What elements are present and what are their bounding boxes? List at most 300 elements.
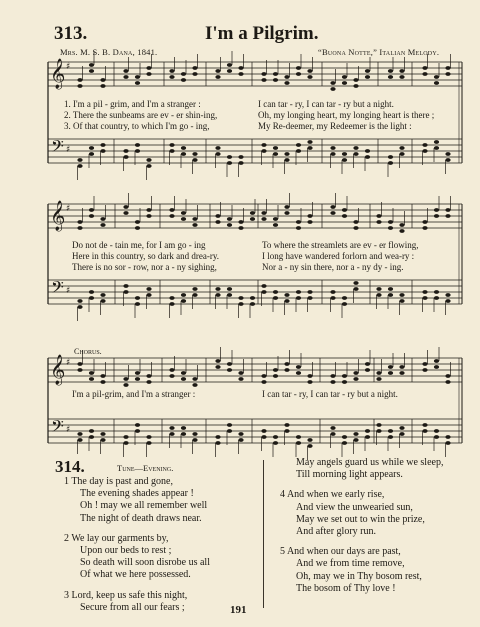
system-1-bass-note bbox=[238, 161, 243, 165]
system-3-alto-note bbox=[215, 365, 220, 369]
hymn-313-number: 313. bbox=[54, 23, 88, 44]
system-3-bass-note bbox=[365, 435, 370, 439]
system-2-bass-note bbox=[123, 290, 128, 294]
system-3-treble-note bbox=[307, 374, 312, 378]
hymn-313-title: I'm a Pilgrim. bbox=[205, 23, 319, 44]
verse-line: Oh, may we in Thy bosom rest, bbox=[296, 570, 422, 582]
verse-line: The evening shades appear ! bbox=[80, 488, 194, 500]
system-1-treble-note bbox=[399, 69, 404, 73]
system-3-bass-note bbox=[399, 432, 404, 436]
system-2-bass-note bbox=[146, 287, 151, 291]
system-1-alto-note bbox=[388, 75, 393, 79]
system-3-alto-note bbox=[284, 368, 289, 372]
system-3-bass-note bbox=[238, 438, 243, 442]
system-1-bass-note bbox=[422, 143, 427, 147]
system-1-bass-note bbox=[399, 152, 404, 156]
system-2-treble-note bbox=[296, 220, 301, 224]
system-1-treble-note bbox=[434, 75, 439, 79]
system-3-bass-note bbox=[169, 432, 174, 436]
system-2-alto-note bbox=[192, 223, 197, 227]
system-1-bass-note bbox=[342, 152, 347, 156]
system-1-alto-note bbox=[123, 75, 128, 79]
system-3-treble-note bbox=[365, 362, 370, 366]
system-3-bass-note bbox=[376, 423, 381, 427]
system-1-bass-note bbox=[181, 152, 186, 156]
system-2-treble-note bbox=[135, 220, 140, 224]
system-1-bass-note bbox=[261, 143, 266, 147]
system-1-treble-note bbox=[146, 66, 151, 70]
system-3-alto-note bbox=[353, 377, 358, 381]
system-3-treble-note bbox=[89, 371, 94, 375]
system-3-bass-note bbox=[307, 438, 312, 442]
verse-line: The bosom of Thy love ! bbox=[296, 582, 396, 594]
system-3-alto-note bbox=[365, 368, 370, 372]
system-2-alto-note bbox=[376, 220, 381, 224]
system-2-bass-note bbox=[399, 293, 404, 297]
system-3-bass-note bbox=[284, 429, 289, 433]
system-1-alto-note bbox=[434, 81, 439, 85]
verse-line: 3 Lord, keep us safe this night, bbox=[64, 589, 188, 601]
system-3-treble-clef-icon: 𝄞 bbox=[50, 355, 66, 385]
system-2-alto-note bbox=[215, 220, 220, 224]
system-3-bass-note bbox=[181, 432, 186, 436]
system-3-treble-note bbox=[192, 377, 197, 381]
lyric-2-right: Oh, my longing heart, my longing heart is there ; bbox=[258, 110, 435, 120]
system-1-key-sharp-icon: ♯ bbox=[66, 145, 71, 155]
system-2-alto-note bbox=[89, 214, 94, 218]
system-1-alto-note bbox=[284, 81, 289, 85]
verse-line: 1 The day is past and gone, bbox=[64, 476, 173, 487]
lyric-3-left: 3. Of that country, to which I'm go - ing, bbox=[64, 121, 210, 131]
system-2-key-sharp-icon: ♯ bbox=[66, 204, 71, 214]
verse-1 bbox=[64, 476, 210, 525]
system-3-alto-note bbox=[342, 380, 347, 384]
system-2-treble-note bbox=[169, 208, 174, 212]
system-2-treble-clef-icon: 𝄞 bbox=[50, 201, 66, 231]
system-3-alto-note bbox=[307, 380, 312, 384]
system-1-bass-note bbox=[77, 158, 82, 162]
system-2-bass-note bbox=[434, 296, 439, 300]
verse-3 bbox=[64, 590, 210, 614]
system-3-bass-note bbox=[273, 441, 278, 445]
system-1-bass-note bbox=[388, 161, 393, 165]
system-1-alto-note bbox=[399, 75, 404, 79]
system-2-treble-note bbox=[342, 208, 347, 212]
system-2-treble-note bbox=[192, 217, 197, 221]
system-3-bass-note bbox=[227, 423, 232, 427]
system-2-bass-note bbox=[445, 293, 450, 297]
system-1-bass-note bbox=[135, 149, 140, 153]
system-1-bass-note bbox=[215, 152, 220, 156]
system-1-treble-note bbox=[123, 69, 128, 73]
system-2-bass-note bbox=[77, 305, 82, 309]
system-1-alto-note bbox=[146, 72, 151, 76]
system-1-bass-note bbox=[365, 155, 370, 159]
system-3-alto-note bbox=[273, 374, 278, 378]
system-1-treble-note bbox=[342, 75, 347, 79]
system-2-treble-note bbox=[422, 220, 427, 224]
system-3-alto-note bbox=[100, 380, 105, 384]
system-3-bass-note bbox=[365, 429, 370, 433]
system-2-treble-note bbox=[353, 220, 358, 224]
system-1-bass-note bbox=[273, 152, 278, 156]
verse-line: So death will soon disrobe us all bbox=[80, 557, 210, 569]
system-2-alto-note bbox=[422, 226, 427, 230]
system-2-bass-note bbox=[77, 299, 82, 303]
system-3-bass-note bbox=[135, 429, 140, 433]
system-1-bass-clef-icon: 𝄢 bbox=[51, 136, 64, 160]
system-3-treble-note bbox=[284, 362, 289, 366]
system-1-treble-note bbox=[238, 66, 243, 70]
system-1-bass-note bbox=[77, 164, 82, 168]
system-1-bass-note bbox=[365, 149, 370, 153]
system-2-bass-note bbox=[284, 293, 289, 297]
system-2-bass-note bbox=[250, 302, 255, 306]
verses-right-column bbox=[280, 457, 443, 595]
page-number: 191 bbox=[230, 604, 247, 616]
system-2-treble-note bbox=[227, 217, 232, 221]
system-2-alto-note bbox=[434, 214, 439, 218]
system-2-bass-note bbox=[261, 284, 266, 288]
system-3-alto-note bbox=[123, 383, 128, 387]
system-1-treble-note bbox=[273, 72, 278, 76]
system-2-alto-note bbox=[250, 217, 255, 221]
system-2-bass-note bbox=[169, 302, 174, 306]
system-2-bass-note bbox=[388, 287, 393, 291]
system-3-bass-note bbox=[399, 426, 404, 430]
system-2-alto-note bbox=[388, 226, 393, 230]
system-3-bass-note bbox=[135, 423, 140, 427]
system-1-bass-note bbox=[238, 155, 243, 159]
verse-4 bbox=[280, 489, 443, 538]
system-3-bass-note bbox=[296, 435, 301, 439]
system-2-bass-note bbox=[422, 290, 427, 294]
verse-line: Upon our beds to rest ; bbox=[80, 545, 172, 557]
lyric-1-right: I can tar - ry, I can tar - ry but a night. bbox=[258, 99, 394, 109]
system-1-treble-note bbox=[307, 69, 312, 73]
system-2-bass-note bbox=[100, 293, 105, 297]
system-1-treble-note bbox=[89, 63, 94, 67]
system-1-bass-note bbox=[445, 158, 450, 162]
system-3-alto-note bbox=[399, 371, 404, 375]
system-1-bass-note bbox=[135, 143, 140, 147]
system-2-treble-note bbox=[330, 205, 335, 209]
lyric-5-left: Here in this country, so dark and drea-ry. bbox=[72, 251, 220, 261]
lyric-chorus-right: I can tar - ry, I can tar - ry but a night. bbox=[262, 389, 398, 399]
verses-left-column bbox=[64, 476, 210, 614]
system-3-treble-note bbox=[227, 362, 232, 366]
system-2-bass-note bbox=[89, 296, 94, 300]
system-1-bass-note bbox=[261, 149, 266, 153]
system-2-alto-note bbox=[77, 226, 82, 230]
system-1-treble-note bbox=[181, 72, 186, 76]
system-3-bass-note bbox=[89, 435, 94, 439]
system-2-key-sharp-icon: ♯ bbox=[66, 286, 71, 296]
system-1-alto-note bbox=[445, 72, 450, 76]
system-1-treble-note bbox=[77, 78, 82, 82]
system-3-alto-note bbox=[146, 380, 151, 384]
system-2-treble-note bbox=[388, 220, 393, 224]
system-1-bass-note bbox=[388, 155, 393, 159]
system-1-bass-note bbox=[227, 161, 232, 165]
system-2-bass-note bbox=[284, 299, 289, 303]
system-2-bass-note bbox=[215, 293, 220, 297]
system-3-treble-note bbox=[388, 365, 393, 369]
system-2-alto-note bbox=[284, 211, 289, 215]
system-1-bass-note bbox=[445, 152, 450, 156]
system-3-treble-note bbox=[100, 374, 105, 378]
system-2-treble-note bbox=[261, 211, 266, 215]
system-3-treble-note bbox=[146, 374, 151, 378]
system-1-treble-clef-icon: 𝄞 bbox=[50, 59, 66, 89]
system-1-treble-note bbox=[296, 66, 301, 70]
system-2-treble-note bbox=[146, 208, 151, 212]
system-2-treble-note bbox=[445, 208, 450, 212]
verse-line: And view the unwearied sun, bbox=[296, 501, 413, 513]
system-1-bass-note bbox=[215, 146, 220, 150]
system-1-treble-note bbox=[365, 69, 370, 73]
system-3-alto-note bbox=[238, 377, 243, 381]
system-3-bass-note bbox=[77, 432, 82, 436]
verse-line: 4 And when we early rise, bbox=[280, 489, 385, 501]
system-3-bass-note bbox=[422, 429, 427, 433]
system-1-bass-note bbox=[89, 146, 94, 150]
system-2-alto-note bbox=[227, 223, 232, 227]
system-1-bass-note bbox=[422, 149, 427, 153]
system-3-bass-note bbox=[284, 423, 289, 427]
system-1-bass-note bbox=[227, 155, 232, 159]
system-3-bass-note bbox=[261, 435, 266, 439]
system-3-treble-note bbox=[135, 371, 140, 375]
system-2-bass-note bbox=[169, 296, 174, 300]
system-2-bass-note bbox=[238, 302, 243, 306]
verse-line: Of what we here possessed. bbox=[80, 569, 191, 581]
system-3-treble-note bbox=[434, 359, 439, 363]
system-3-alto-note bbox=[296, 371, 301, 375]
system-1-treble-note bbox=[422, 66, 427, 70]
system-3-alto-note bbox=[77, 368, 82, 372]
system-2-alto-note bbox=[307, 220, 312, 224]
system-3-alto-note bbox=[89, 377, 94, 381]
system-3-treble-note bbox=[273, 368, 278, 372]
system-2-treble-note bbox=[434, 208, 439, 212]
verse-3-continued bbox=[280, 457, 443, 481]
system-3-bass-note bbox=[296, 441, 301, 445]
system-3-alto-note bbox=[376, 377, 381, 381]
verse-line: May we set out to win the prize, bbox=[296, 513, 425, 525]
system-3-bass-note bbox=[434, 435, 439, 439]
system-1-alto-note bbox=[422, 72, 427, 76]
system-2-bass-note bbox=[307, 290, 312, 294]
system-1-alto-note bbox=[261, 78, 266, 82]
system-2-bass-note bbox=[353, 287, 358, 291]
system-1-bass-note bbox=[169, 149, 174, 153]
system-1-treble-note bbox=[169, 69, 174, 73]
system-3-bass-note bbox=[353, 432, 358, 436]
system-3-bass-note bbox=[307, 444, 312, 448]
system-1-bass-note bbox=[353, 146, 358, 150]
system-2-treble-note bbox=[100, 217, 105, 221]
system-3-bass-note bbox=[181, 426, 186, 430]
system-1-bass-note bbox=[273, 146, 278, 150]
system-1-bass-note bbox=[353, 152, 358, 156]
system-2-bass-note bbox=[273, 296, 278, 300]
system-2-treble-note bbox=[307, 214, 312, 218]
system-2-alto-note bbox=[445, 214, 450, 218]
system-1-bass-note bbox=[307, 140, 312, 144]
system-3-bass-clef-icon: 𝄢 bbox=[51, 416, 64, 440]
system-3-alto-note bbox=[422, 368, 427, 372]
system-3-bass-note bbox=[445, 441, 450, 445]
system-3-bass-note bbox=[342, 441, 347, 445]
system-2-bass-note bbox=[307, 296, 312, 300]
system-2-bass-note bbox=[353, 281, 358, 285]
system-2-alto-note bbox=[342, 214, 347, 218]
system-3-bass-note bbox=[238, 432, 243, 436]
system-1-treble-note bbox=[227, 63, 232, 67]
system-2-alto-note bbox=[273, 223, 278, 227]
system-2-treble-note bbox=[399, 223, 404, 227]
system-1-treble-note bbox=[135, 75, 140, 79]
system-1-alto-note bbox=[330, 87, 335, 91]
system-3-bass-note bbox=[192, 432, 197, 436]
system-3-treble-note bbox=[422, 362, 427, 366]
system-1-treble-note bbox=[330, 81, 335, 85]
system-3-treble-note bbox=[353, 371, 358, 375]
system-3-bass-note bbox=[215, 435, 220, 439]
system-2-alto-note bbox=[330, 211, 335, 215]
verse-line: May angels guard us while we sleep, bbox=[296, 457, 444, 468]
system-1-alto-note bbox=[192, 72, 197, 76]
system-2-bass-note bbox=[342, 296, 347, 300]
system-3-bass-note bbox=[100, 438, 105, 442]
system-2-bass-note bbox=[192, 287, 197, 291]
system-1-alto-note bbox=[273, 78, 278, 82]
system-1-bass-note bbox=[284, 158, 289, 162]
system-1-treble-note bbox=[445, 66, 450, 70]
system-2-bass-clef-icon: 𝄢 bbox=[51, 277, 64, 301]
system-3-alto-note bbox=[181, 377, 186, 381]
system-2-bass-note bbox=[434, 290, 439, 294]
system-1-bass-note bbox=[296, 149, 301, 153]
system-3-bass-note bbox=[353, 438, 358, 442]
verse-line: And after glory run. bbox=[296, 526, 376, 538]
chorus-label: Chorus. bbox=[74, 347, 102, 356]
system-3-alto-note bbox=[227, 368, 232, 372]
system-1-key-sharp-icon: ♯ bbox=[66, 62, 71, 72]
system-3-treble-note bbox=[330, 374, 335, 378]
verse-line: And we from time remove, bbox=[296, 558, 405, 570]
system-2-alto-note bbox=[181, 217, 186, 221]
system-2-bass-note bbox=[250, 296, 255, 300]
system-1-alto-note bbox=[238, 72, 243, 76]
system-3-alto-note bbox=[261, 380, 266, 384]
system-3-treble-note bbox=[342, 374, 347, 378]
system-2-treble-note bbox=[273, 217, 278, 221]
verse-line: Till morning light appears. bbox=[296, 469, 403, 481]
system-2-treble-note bbox=[215, 214, 220, 218]
system-1-bass-note bbox=[307, 146, 312, 150]
system-3-bass-note bbox=[445, 435, 450, 439]
system-2-bass-note bbox=[181, 293, 186, 297]
system-3-bass-note bbox=[215, 441, 220, 445]
system-1-bass-note bbox=[100, 143, 105, 147]
system-1-treble-note bbox=[192, 66, 197, 70]
lyric-5-right: I long have wandered forlorn and wea-ry : bbox=[262, 251, 415, 261]
system-3-bass-note bbox=[422, 423, 427, 427]
system-2-bass-note bbox=[342, 302, 347, 306]
system-3-bass-note bbox=[146, 435, 151, 439]
system-2-alto-note bbox=[146, 214, 151, 218]
system-2-bass-note bbox=[123, 284, 128, 288]
system-3-bass-note bbox=[77, 438, 82, 442]
system-2-treble-note bbox=[376, 214, 381, 218]
system-3-alto-note bbox=[135, 377, 140, 381]
system-1-alto-note bbox=[307, 75, 312, 79]
system-2-alto-note bbox=[169, 214, 174, 218]
system-1-treble-note bbox=[261, 72, 266, 76]
system-1-treble-note bbox=[284, 75, 289, 79]
system-3-treble-note bbox=[296, 365, 301, 369]
system-1-bass-note bbox=[434, 140, 439, 144]
system-3-bass-note bbox=[146, 441, 151, 445]
system-3-bass-note bbox=[261, 429, 266, 433]
system-1-alto-note bbox=[365, 75, 370, 79]
verse-5 bbox=[280, 546, 443, 595]
system-3-treble-note bbox=[77, 362, 82, 366]
system-1-bass-note bbox=[296, 143, 301, 147]
system-2-bass-note bbox=[376, 293, 381, 297]
system-2-bass-note bbox=[181, 299, 186, 303]
system-3-bass-note bbox=[192, 438, 197, 442]
system-1-alto-note bbox=[215, 75, 220, 79]
system-2-alto-note bbox=[261, 217, 266, 221]
system-2-bass-note bbox=[330, 296, 335, 300]
system-2-bass-note bbox=[399, 299, 404, 303]
system-2-treble-note bbox=[181, 211, 186, 215]
verse-line: The night of death draws near. bbox=[80, 512, 202, 524]
system-2-bass-note bbox=[296, 290, 301, 294]
system-3-treble-note bbox=[169, 368, 174, 372]
system-3-bass-note bbox=[273, 435, 278, 439]
lyric-4-right: To where the streamlets are ev - er flowing, bbox=[262, 240, 419, 250]
lyric-2-left: 2. There the sunbeams are ev - er shin-ing, bbox=[64, 110, 218, 120]
system-2-alto-note bbox=[135, 226, 140, 230]
lyric-6-left: There is no sor - row, nor a - ny sighing, bbox=[72, 262, 217, 272]
hymn-313-author: Mrs. M. S. B. Dana, 1841. bbox=[60, 47, 158, 57]
verse-line: Oh ! may we all remember well bbox=[80, 500, 208, 512]
system-2-bass-note bbox=[238, 296, 243, 300]
system-2-alto-note bbox=[399, 229, 404, 233]
system-3-bass-note bbox=[100, 432, 105, 436]
system-2-bass-note bbox=[445, 299, 450, 303]
system-1-bass-note bbox=[89, 152, 94, 156]
verse-line: 2 We lay our garments by, bbox=[64, 532, 169, 544]
system-2-treble-note bbox=[238, 220, 243, 224]
system-1-alto-note bbox=[181, 78, 186, 82]
system-3-treble-note bbox=[445, 374, 450, 378]
system-1-alto-note bbox=[100, 84, 105, 88]
system-3-alto-note bbox=[169, 374, 174, 378]
system-1-bass-note bbox=[169, 143, 174, 147]
system-2-treble-note bbox=[284, 205, 289, 209]
system-3-treble-note bbox=[238, 371, 243, 375]
system-3-treble-note bbox=[261, 374, 266, 378]
system-1-alto-note bbox=[135, 81, 140, 85]
system-1-bass-note bbox=[284, 152, 289, 156]
system-1-bass-note bbox=[434, 146, 439, 150]
lyric-3-right: My Re-deemer, my Redeemer is the light : bbox=[258, 121, 412, 131]
